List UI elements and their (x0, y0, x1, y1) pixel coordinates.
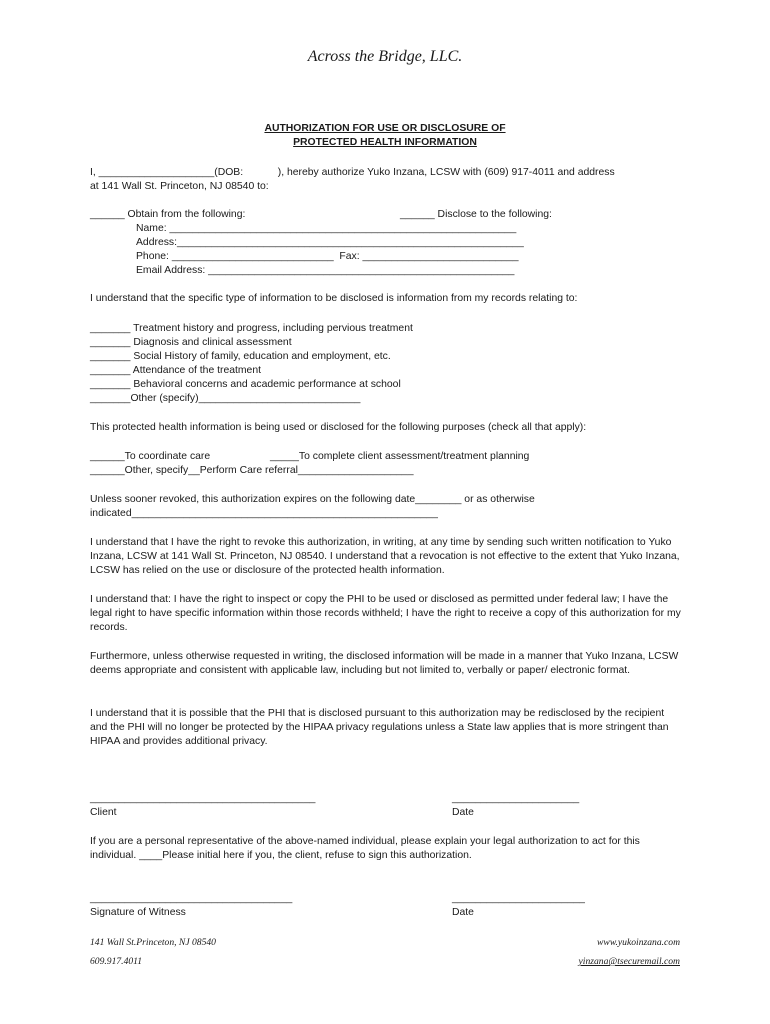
document-title (0, 122, 770, 150)
witness-date-line[interactable]: _______________________ (452, 893, 585, 904)
record-item[interactable]: _______ Diagnosis and clinical assessment (90, 337, 292, 348)
name-field[interactable]: Name: ____________________________________________________________ (136, 223, 517, 234)
witness-signature-line[interactable]: ___________________________________ (90, 893, 293, 904)
obtain-from-field[interactable]: ______ Obtain from the following: (90, 209, 246, 220)
brand-name: Across the Bridge, LLC. (307, 48, 463, 65)
witness-label: Signature of Witness (90, 907, 186, 918)
footer-address: 141 Wall St.Princeton, NJ 08540 (90, 937, 216, 948)
expiry-line-2[interactable]: indicated_____________________________________________________ (90, 508, 438, 519)
revocation-paragraph: I understand that I have the right to revoke this authorization, in writing, at any time by sending such written notification to Yuko Inzana, LCSW at 141 Wall St. Princeton, NJ 08540. I understand that a revocation is not effective to the extent that Yuko Inzana, LCSW has relied on the use or disclosure of the protected health information. (90, 537, 680, 576)
intro-line-2: at 141 Wall St. Princeton, NJ 08540 to: (90, 181, 269, 192)
disclose-to-field[interactable]: ______ Disclose to the following: (400, 209, 552, 220)
intro-line-1: I, ____________________(DOB: ), hereby authorize Yuko Inzana, LCSW with (609) 917-4011 and address (90, 167, 615, 178)
witness-date-label: Date (452, 907, 474, 918)
client-date-line[interactable]: ______________________ (452, 793, 580, 804)
title-line-1: AUTHORIZATION FOR USE OR DISCLOSURE OF (264, 123, 506, 134)
phone-fax-field[interactable]: Phone: ____________________________ Fax: ___________________________ (136, 251, 519, 262)
footer-website[interactable]: www.yukoinzana.com (597, 937, 680, 948)
footer-phone: 609.917.4011 (90, 956, 143, 967)
address-field[interactable]: Address:____________________________________________________________ (136, 237, 524, 248)
record-item[interactable]: _______ Attendance of the treatment (90, 365, 261, 376)
expiry-line-1[interactable]: Unless sooner revoked, this authorization expires on the following date________ or as otherwise (90, 494, 535, 505)
title-line-2: PROTECTED HEALTH INFORMATION (293, 137, 477, 148)
record-item[interactable]: _______ Social History of family, education and employment, etc. (90, 351, 391, 362)
purpose-coordinate-care[interactable]: ______To coordinate care (90, 451, 211, 462)
redisclosure-paragraph: I understand that it is possible that the PHI that is disclosed pursuant to this authorization may be redisclosed by the recipient and the PHI will no longer be protected by the HIPAA privacy regulations unless a State law applies that is more stringent than HIPAA and provides additional privacy. (90, 708, 669, 747)
format-paragraph: Furthermore, unless otherwise requested in writing, the disclosed information will be made in a manner that Yuko Inzana, LCSW deems appropriate and consistent with applicable law, including but not limited to, verbally or paper/ electronic format. (90, 651, 679, 676)
rights-paragraph: I understand that: I have the right to inspect or copy the PHI to be used or disclosed as permitted under federal law; I have the legal right to have specific information within those records withheld; I have the right to receive a copy of this authorization for my records. (90, 594, 681, 633)
client-date-label: Date (452, 807, 474, 818)
email-field[interactable]: Email Address: _____________________________________________________ (136, 265, 515, 276)
purpose-other[interactable]: ______Other, specify__Perform Care referral____________________ (90, 465, 414, 476)
client-signature-line[interactable]: _______________________________________ (90, 793, 316, 804)
representative-paragraph: If you are a personal representative of the above-named individual, please explain your legal authorization to act for this individual. ____Please initial here if you, the client, refuse to sign this authorization. (90, 836, 640, 861)
purposes-intro: This protected health information is being used or disclosed for the following purposes (check all that apply): (90, 422, 587, 433)
record-item[interactable]: _______ Behavioral concerns and academic performance at school (90, 379, 401, 390)
record-item-other[interactable]: _______Other (specify)____________________________ (90, 393, 361, 404)
purpose-complete-assessment[interactable]: _____To complete client assessment/treatment planning (270, 451, 530, 462)
records-intro: I understand that the specific type of information to be disclosed is information from my records relating to: (90, 293, 578, 304)
footer-email-link[interactable]: yinzana@tsecuremail.com (578, 956, 680, 967)
client-label: Client (90, 807, 117, 818)
record-item[interactable]: _______ Treatment history and progress, including pervious treatment (90, 323, 413, 334)
